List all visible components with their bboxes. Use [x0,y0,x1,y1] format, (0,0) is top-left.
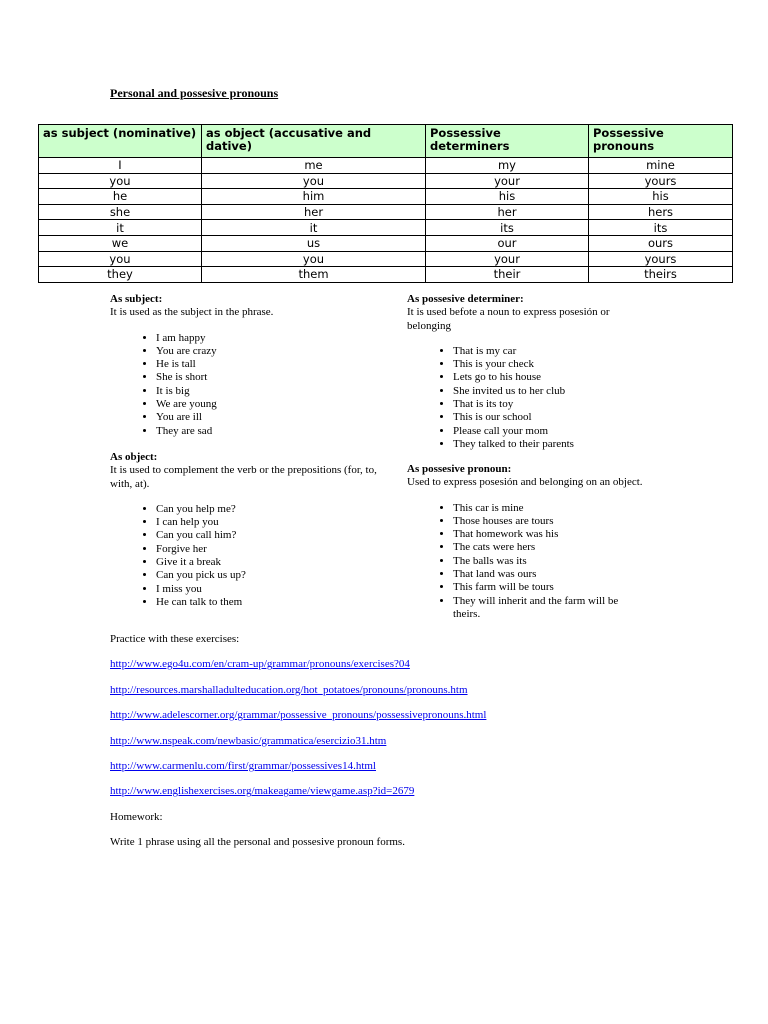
table-cell: you [202,173,426,189]
table-row [39,220,733,236]
section-description: Used to express posesión and belonging on an object. [407,476,643,489]
table-cell: his [589,189,733,205]
exercise-link[interactable]: http://resources.marshalladulteducation.org/hot_potatoes/pronouns/pronouns.htm [110,683,468,696]
table-header-row [39,125,733,158]
list-item: • That is its toy [453,398,647,411]
table-cell: you [39,173,202,189]
list-item: • Give it a break [156,556,380,569]
list-item: • I am happy [156,332,380,345]
pronoun-table [38,124,733,283]
list-item: • This is your check [453,358,647,371]
exercise-link[interactable]: http://www.ego4u.com/en/cram-up/grammar/pronouns/exercises?04 [110,658,410,671]
list-item: • I miss you [156,583,380,596]
section-as-object [110,451,380,609]
table-cell: it [39,220,202,236]
table-cell: their [426,267,589,283]
table-cell: we [39,235,202,251]
list-item: • They talked to their parents [453,438,647,451]
exercise-link[interactable]: http://www.nspeak.com/newbasic/grammatica/esercizio31.htm [110,734,387,747]
list-item: • That land was ours [453,568,643,581]
table-cell: they [39,267,202,283]
table-cell: hers [589,204,733,220]
table-row [39,173,733,189]
table-row [39,235,733,251]
list-item: • You are crazy [156,345,380,358]
practice-section [110,633,730,862]
section-as-possessive-determiner [407,293,647,451]
list-item: • The cats were hers [453,541,643,554]
section-heading: As object: [110,451,158,463]
list-item: • Lets go to his house [453,371,647,384]
list-item: • She is short [156,371,380,384]
page-title: Personal and possesive pronouns [110,86,279,100]
table-row [39,158,733,174]
section-description: It is used befote a noun to express posesión or belonging [407,306,610,332]
table-cell: it [202,220,426,236]
table-cell: her [426,204,589,220]
list-item: • Can you call him? [156,529,380,542]
table-row [39,189,733,205]
table-cell: my [426,158,589,174]
header-object: as object (accusative and dative) [202,125,426,158]
table-cell: mine [589,158,733,174]
table-cell: its [589,220,733,236]
table-row [39,267,733,283]
example-list [110,503,380,609]
list-item: • This is our school [453,411,647,424]
exercise-link[interactable]: http://www.carmenlu.com/first/grammar/possessives14.html [110,759,376,772]
list-item: • Those houses are tours [453,515,643,528]
list-item: • Can you pick us up? [156,569,380,582]
section-heading: As subject: [110,293,163,305]
section-description: It is used as the subject in the phrase. [110,306,274,319]
list-item: • You are ill [156,411,380,424]
homework-label: Homework: [110,810,163,823]
table-cell: his [426,189,589,205]
table-cell: its [426,220,589,236]
table-cell: her [202,204,426,220]
table-cell: I [39,158,202,174]
list-item: • The balls was its [453,555,643,568]
example-list [110,332,380,438]
table-row [39,204,733,220]
table-cell: yours [589,173,733,189]
table-cell: your [426,251,589,267]
list-item: • He can talk to them [156,596,380,609]
section-heading: As possesive determiner: [407,293,524,305]
practice-intro: Practice with these exercises: [110,633,240,645]
list-item: • Please call your mom [453,425,647,438]
homework-text: Write 1 phrase using all the personal and possesive pronoun forms. [110,836,405,849]
list-item: • This car is mine [453,502,643,515]
example-list [407,345,647,451]
table-cell: she [39,204,202,220]
table-cell: your [426,173,589,189]
exercise-link[interactable]: http://www.adelescorner.org/grammar/possessive_pronouns/possessivepronouns.html [110,709,487,722]
list-item: • He is tall [156,358,380,371]
table-cell: you [202,251,426,267]
exercise-link[interactable]: http://www.englishexercises.org/makeagame/viewgame.asp?id=2679 [110,785,415,798]
table-cell: theirs [589,267,733,283]
table-cell: ours [589,235,733,251]
table-cell: them [202,267,426,283]
list-item: • They will inherit and the farm will be theirs. [453,595,643,622]
section-description: It is used to complement the verb or the prepositions (for, to, with, at). [110,464,377,490]
list-item: • That homework was his [453,528,643,541]
section-as-possessive-pronoun [407,463,677,621]
table-row [39,251,733,267]
table-cell: he [39,189,202,205]
section-as-subject [110,293,380,438]
list-item: • That is my car [453,345,647,358]
list-item: • Can you help me? [156,503,380,516]
table-cell: our [426,235,589,251]
table-cell: yours [589,251,733,267]
list-item: • This farm will be tours [453,581,643,594]
table-cell: us [202,235,426,251]
table-cell: me [202,158,426,174]
list-item: • I can help you [156,516,380,529]
section-heading: As possesive pronoun: [407,463,512,475]
list-item: • They are sad [156,425,380,438]
list-item: • We are young [156,398,380,411]
table-cell: you [39,251,202,267]
example-list [407,502,643,622]
header-subject: as subject (nominative) [39,125,202,158]
list-item: • It is big [156,385,380,398]
header-possessive-pronouns: Possessive pronouns [589,125,733,158]
list-item: • She invited us to her club [453,385,647,398]
list-item: • Forgive her [156,543,380,556]
table-cell: him [202,189,426,205]
header-possessive-determiners: Possessive determiners [426,125,589,158]
